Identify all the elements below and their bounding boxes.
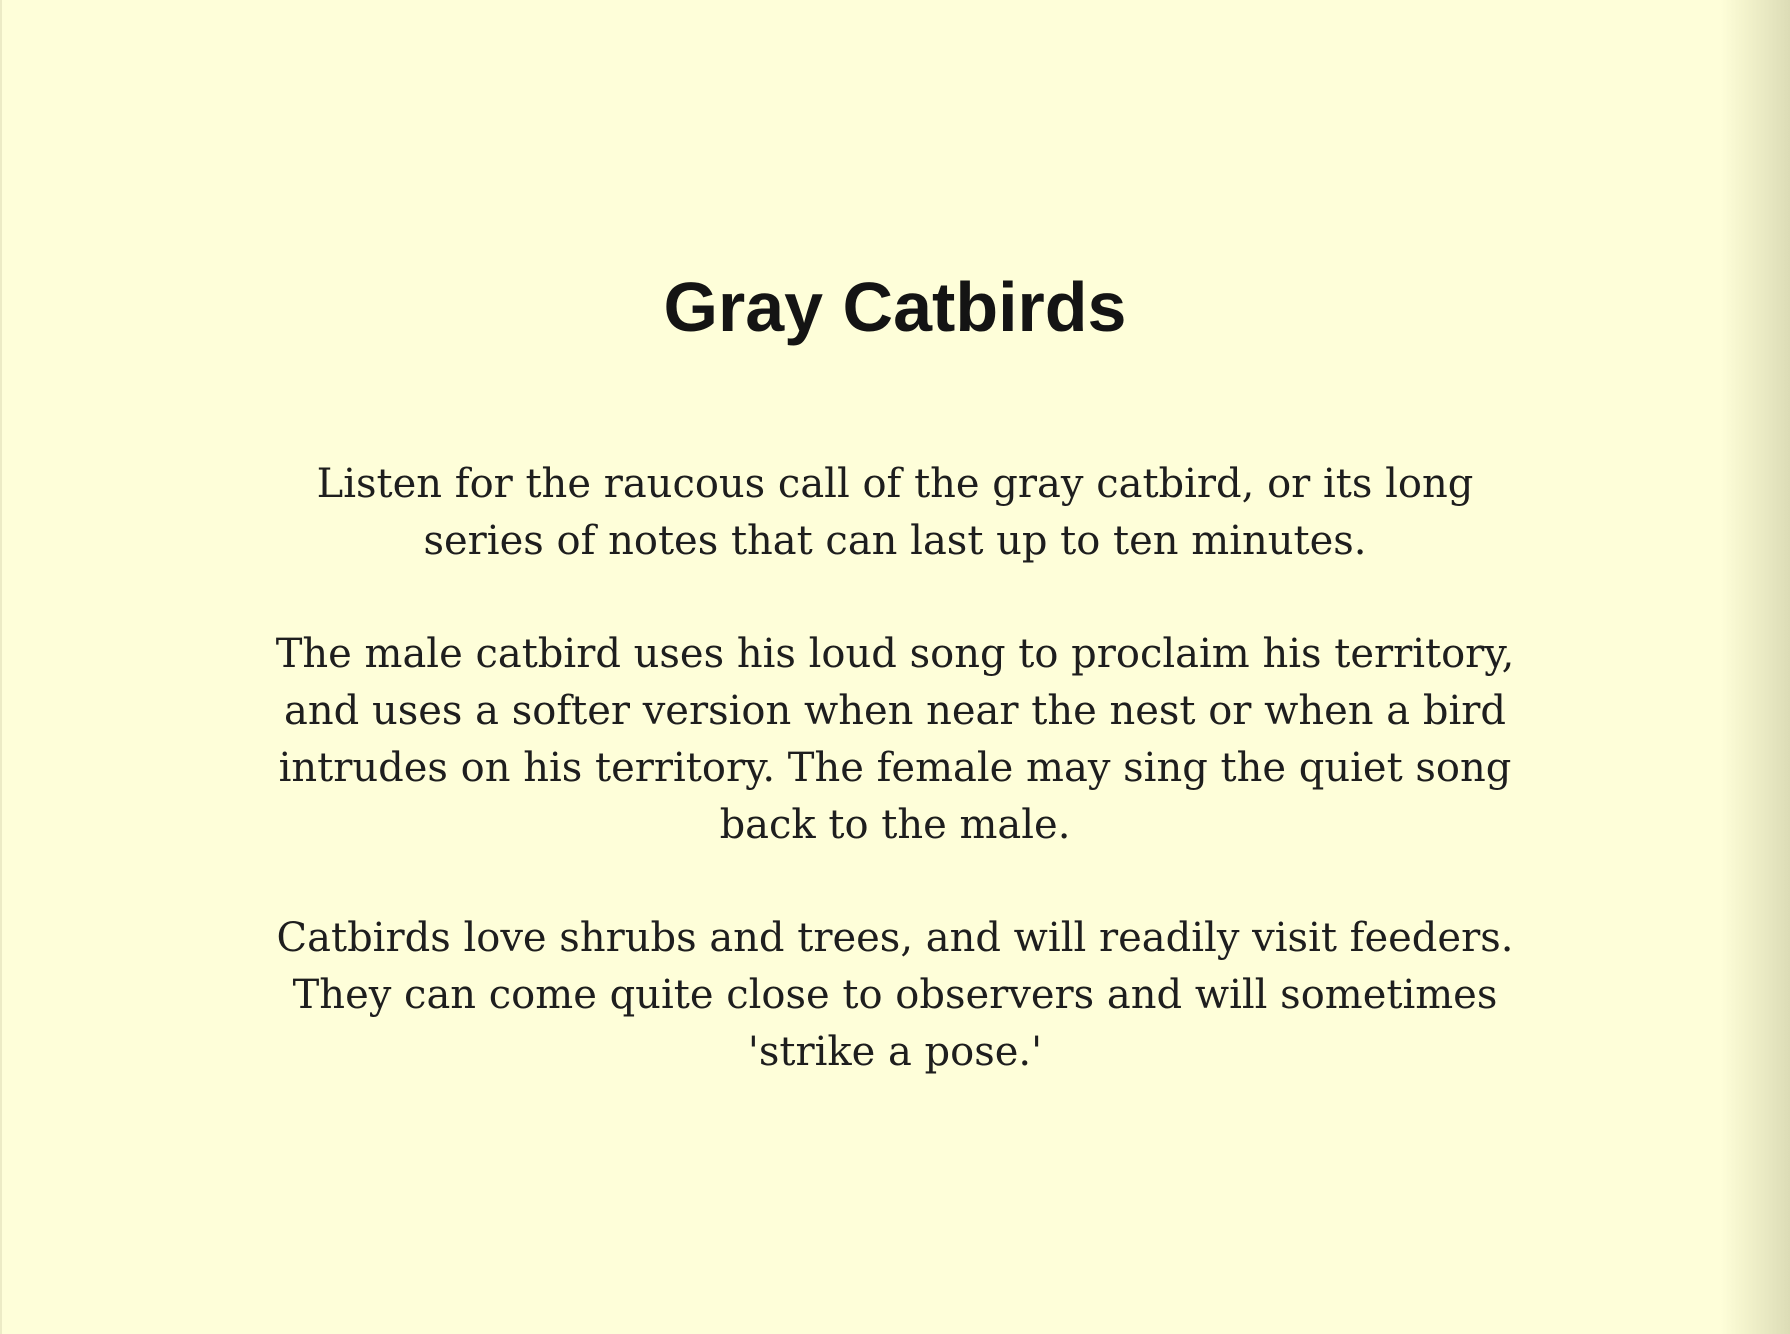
page-right-edge-shadow bbox=[1720, 0, 1790, 1334]
page-title: Gray Catbirds bbox=[663, 268, 1127, 346]
page-left-edge bbox=[0, 0, 2, 1334]
paragraph-2: The male catbird uses his loud song to proclaim his territory, and uses a softer version when near the nest or when a bird intrudes on his territory. The female may sing the quiet song back to the male. bbox=[275, 631, 1515, 848]
paragraph-3: Catbirds love shrubs and trees, and will readily visit feeders. They can come quite close to observers and will sometimes 'strike a pose.' bbox=[276, 915, 1514, 1075]
paragraph-1: Listen for the raucous call of the gray catbird, or its long series of notes that can last up to ten minutes. bbox=[316, 461, 1474, 564]
